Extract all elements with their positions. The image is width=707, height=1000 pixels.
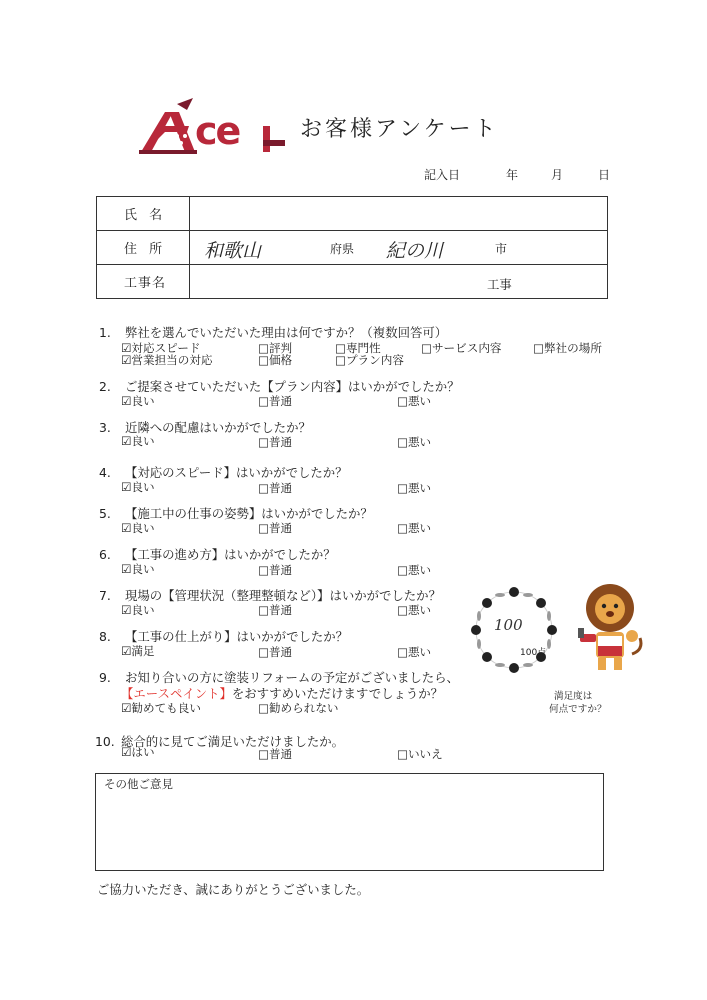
q7-option-bad[interactable]: □悪い: [397, 603, 432, 617]
q10-option-normal[interactable]: □普通: [258, 747, 293, 761]
q9-option-recommend[interactable]: ☑勧めても良い: [121, 701, 201, 715]
q2-option-normal[interactable]: □普通: [258, 394, 293, 408]
thanks-message: ご協力いただき、誠にありがとうございました。: [97, 882, 370, 897]
q1-option-price[interactable]: □価格: [258, 353, 293, 367]
prefecture-label: 府県: [330, 242, 355, 256]
q1-option-plan[interactable]: □プラン内容: [335, 353, 404, 367]
work-suffix: 工事: [487, 277, 512, 292]
q1-option-location[interactable]: □弊社の場所: [533, 341, 602, 355]
q3-option-bad[interactable]: □悪い: [397, 435, 432, 449]
q4-option-good[interactable]: ☑良い: [121, 480, 155, 494]
question-9: 9. お知り合いの方に塗装リフォームの予定がございましたら、: [99, 670, 459, 685]
address-field[interactable]: [190, 231, 608, 265]
question-10: 10. 総合的に見てご満足いただけましたか。: [95, 734, 345, 749]
q7-option-good[interactable]: ☑良い: [121, 603, 155, 617]
question-4: 4. 【対応のスピード】はいかがでしたか？: [99, 465, 348, 480]
question-5: 5. 【施工中の仕事の姿勢】はいかがでしたか？: [99, 506, 373, 521]
customer-info-table: [96, 196, 608, 299]
q7-option-normal[interactable]: □普通: [258, 603, 293, 617]
name-row: [97, 197, 608, 231]
q10-option-no[interactable]: □いいえ: [397, 747, 443, 761]
address-handwritten: 和歌山: [204, 240, 262, 262]
question-3: 3. 近隣への配慮はいかがでしたか？: [99, 420, 311, 435]
q5-option-good[interactable]: ☑良い: [121, 521, 155, 535]
q8-option-bad[interactable]: □悪い: [397, 645, 432, 659]
question-8: 8. 【工事の仕上がり】はいかがでしたか？: [99, 629, 349, 644]
question-6: 6. 【工事の進め方】はいかがでしたか？: [99, 547, 336, 562]
q5-option-normal[interactable]: □普通: [258, 521, 293, 535]
q8-option-satisfied[interactable]: ☑満足: [121, 644, 155, 658]
address-row: [97, 231, 608, 265]
name-label: 氏 名: [97, 197, 190, 231]
q1-option-expertise[interactable]: □専門性: [335, 341, 381, 355]
q3-option-good[interactable]: ☑良い: [121, 434, 155, 448]
year-label: 年: [506, 168, 519, 182]
q6-option-good[interactable]: ☑良い: [121, 562, 155, 576]
city-label: 市: [495, 242, 508, 256]
q2-option-good[interactable]: ☑良い: [121, 394, 155, 408]
q8-option-normal[interactable]: □普通: [258, 645, 293, 659]
q1-option-speed[interactable]: ☑対応スピード: [121, 341, 201, 355]
score-unit: 100点: [520, 648, 547, 658]
question-7: 7. 現場の【管理状況（整理整頓など）】はいかがでしたか？: [99, 588, 441, 603]
question-1: 1. 弊社を選んでいただいた理由は何ですか？（複数回答可）: [99, 325, 448, 340]
lion-mascot-icon: [572, 578, 652, 678]
day-label: 日: [598, 168, 611, 182]
q4-option-bad[interactable]: □悪い: [397, 481, 432, 495]
q10-option-yes[interactable]: ☑はい: [121, 745, 155, 759]
comment-label: その他ご意見: [104, 777, 173, 791]
q1-option-reputation[interactable]: □評判: [258, 341, 293, 355]
q1-option-sales-rep[interactable]: ☑営業担当の対応: [121, 353, 213, 367]
question-2: 2. ご提案させていただいた【プラン内容】はいかがでしたか？: [99, 379, 460, 394]
name-field[interactable]: [190, 197, 608, 231]
score-caption-line2: 何点ですか？: [549, 704, 607, 715]
svg-text:ce: ce: [195, 109, 240, 153]
question-9-line2: 【エースペイント】をおすすめいただけますでしょうか？: [121, 686, 444, 701]
q4-option-normal[interactable]: □普通: [258, 481, 293, 495]
score-caption-line1: 満足度は: [554, 691, 593, 702]
work-label: 工事名: [97, 265, 190, 299]
month-label: 月: [551, 168, 564, 182]
q6-option-bad[interactable]: □悪い: [397, 563, 432, 577]
q6-option-normal[interactable]: □普通: [258, 563, 293, 577]
work-row: [97, 265, 608, 299]
q5-option-bad[interactable]: □悪い: [397, 521, 432, 535]
page-title: お客様アンケート: [300, 117, 499, 142]
handwritten-score: 100: [494, 616, 523, 634]
q3-option-normal[interactable]: □普通: [258, 435, 293, 449]
q9-option-not-recommend[interactable]: □勧められない: [258, 701, 339, 715]
q2-option-bad[interactable]: □悪い: [397, 394, 432, 408]
date-label: 記入日: [424, 168, 461, 182]
q1-option-service[interactable]: □サービス内容: [421, 341, 502, 355]
work-field[interactable]: [190, 265, 608, 299]
brand-name-red: 【エースペイント】: [121, 686, 232, 701]
address-label: 住 所: [97, 231, 190, 265]
city-handwritten: 紀の川: [386, 240, 444, 262]
ace-logo: [135, 96, 295, 162]
